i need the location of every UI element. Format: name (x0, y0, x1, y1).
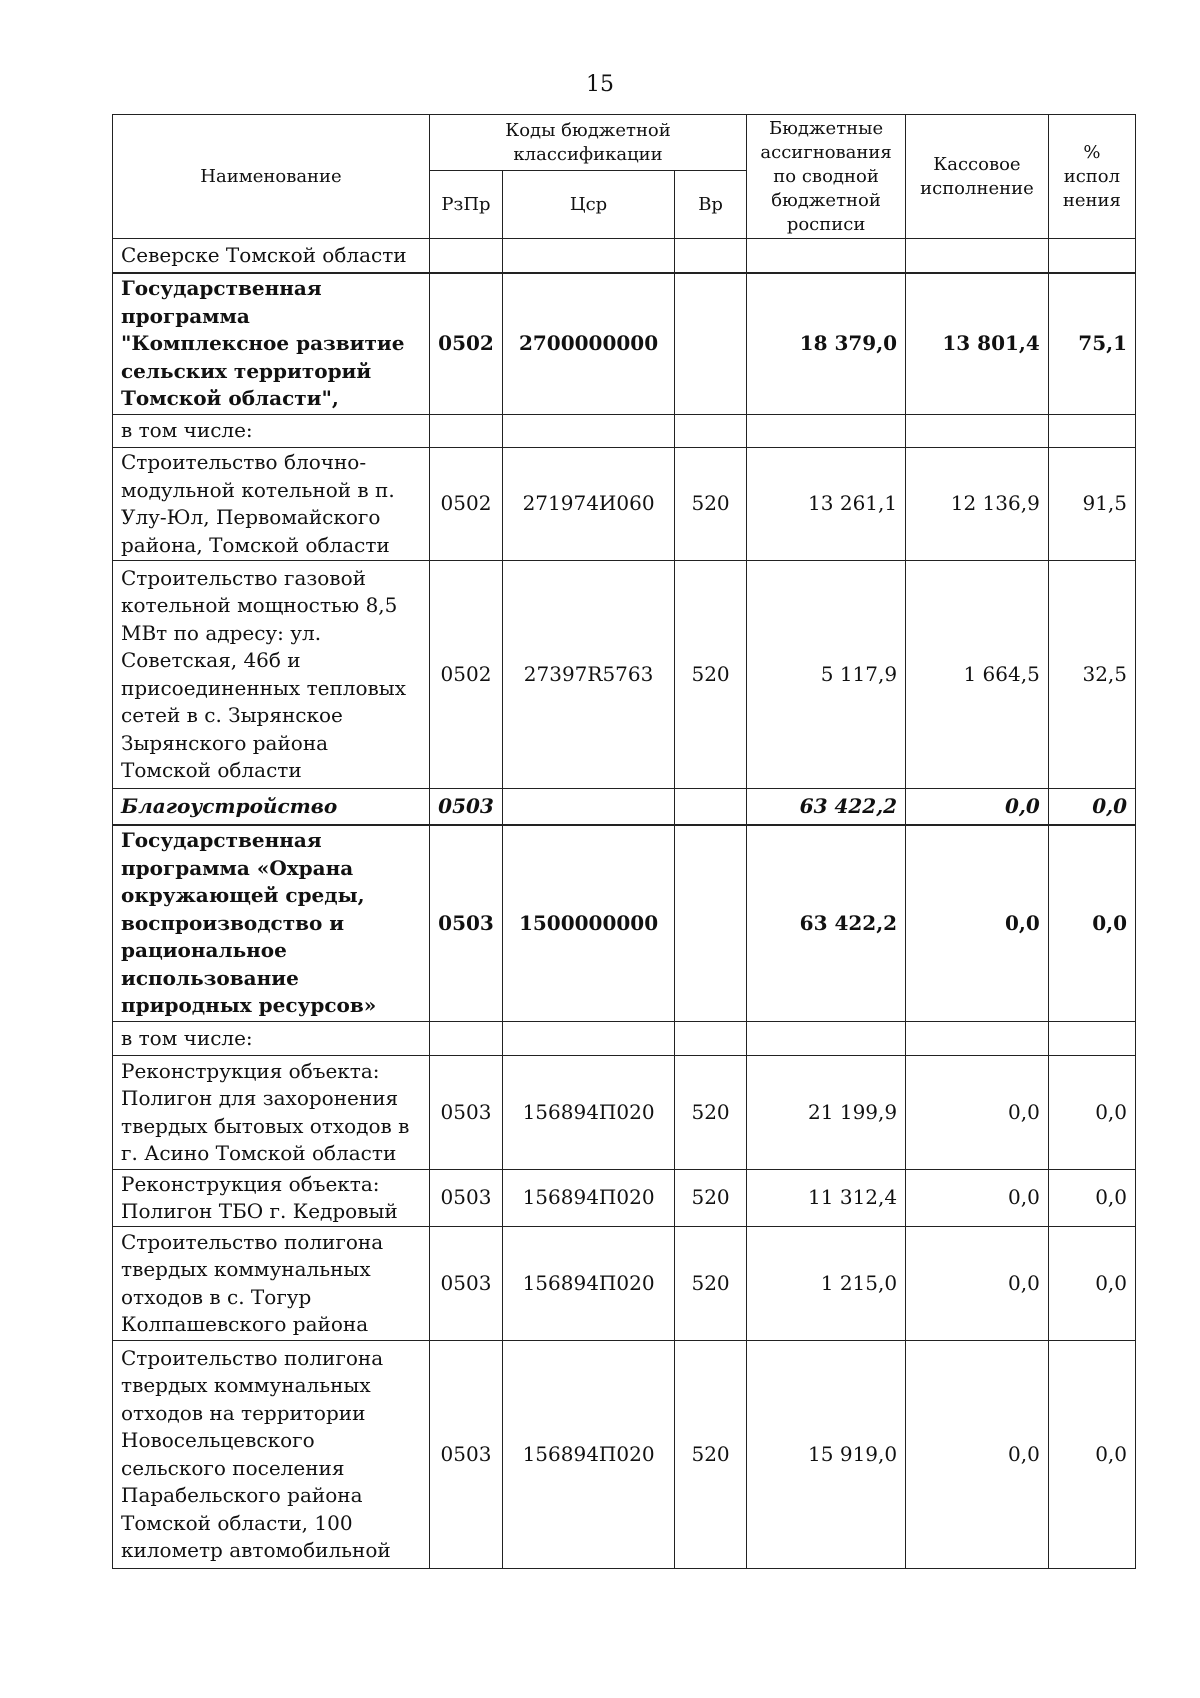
row-cash: 0,0 (906, 1227, 1049, 1341)
table-row (113, 273, 1136, 415)
row-budget: 1 215,0 (747, 1227, 906, 1341)
row-rzpr (430, 1022, 503, 1056)
row-csr: 156894П020 (503, 1056, 675, 1170)
row-name: Благоустройство (113, 789, 430, 825)
row-rzpr (430, 415, 503, 448)
row-budget: 18 379,0 (747, 273, 906, 415)
row-rzpr: 0503 (430, 789, 503, 825)
table-row (113, 1170, 1136, 1227)
row-percent (1048, 239, 1135, 273)
row-budget: 21 199,9 (747, 1056, 906, 1170)
row-vr (675, 825, 747, 1022)
row-budget: 11 312,4 (747, 1170, 906, 1227)
row-name: Реконструкция объекта: Полигон для захоронения твердых бытовых отходов в г. Асино Томской области (113, 1056, 430, 1170)
row-csr: 156894П020 (503, 1227, 675, 1341)
row-cash: 13 801,4 (906, 273, 1049, 415)
row-vr (675, 1022, 747, 1056)
row-vr (675, 415, 747, 448)
row-budget: 5 117,9 (747, 561, 906, 789)
row-name: Северске Томской области (113, 239, 430, 273)
row-vr: 520 (675, 1227, 747, 1341)
header-vr: Вр (675, 171, 747, 239)
row-percent: 91,5 (1048, 448, 1135, 561)
row-percent: 0,0 (1048, 1170, 1135, 1227)
row-budget: 15 919,0 (747, 1341, 906, 1569)
header-codes-group: Коды бюджетной классификации (430, 115, 747, 171)
row-percent: 75,1 (1048, 273, 1135, 415)
row-csr (503, 789, 675, 825)
table-row (113, 825, 1136, 1022)
row-rzpr: 0503 (430, 1056, 503, 1170)
row-percent: 0,0 (1048, 825, 1135, 1022)
row-rzpr: 0503 (430, 1227, 503, 1341)
row-budget (747, 415, 906, 448)
table-row (113, 1056, 1136, 1170)
row-csr (503, 239, 675, 273)
row-cash (906, 1022, 1049, 1056)
table-row (113, 789, 1136, 825)
row-cash: 0,0 (906, 789, 1049, 825)
row-vr: 520 (675, 1056, 747, 1170)
row-cash: 0,0 (906, 825, 1049, 1022)
row-vr: 520 (675, 448, 747, 561)
table-row (113, 1022, 1136, 1056)
row-vr: 520 (675, 1341, 747, 1569)
row-percent: 32,5 (1048, 561, 1135, 789)
row-percent: 0,0 (1048, 1227, 1135, 1341)
row-csr: 271974И060 (503, 448, 675, 561)
row-vr: 520 (675, 561, 747, 789)
row-rzpr: 0502 (430, 448, 503, 561)
budget-execution-table (112, 114, 1136, 1569)
row-name: Строительство газовой котельной мощностью 8,5 МВт по адресу: ул. Советская, 46б и присоединенных тепловых сетей в с. Зырянское Зырянского района Томской области (113, 561, 430, 789)
row-budget: 63 422,2 (747, 789, 906, 825)
table-row (113, 415, 1136, 448)
row-vr (675, 789, 747, 825)
header-cash: Кассовое исполнение (906, 115, 1049, 239)
table-row (113, 239, 1136, 273)
row-rzpr: 0502 (430, 561, 503, 789)
row-name: Государственная программа «Охрана окружающей среды, воспроизводство и рациональное использование природных ресурсов» (113, 825, 430, 1022)
row-cash: 0,0 (906, 1170, 1049, 1227)
row-cash (906, 239, 1049, 273)
row-percent: 0,0 (1048, 789, 1135, 825)
header-name: Наименование (113, 115, 430, 239)
table-row (113, 1227, 1136, 1341)
row-csr: 1500000000 (503, 825, 675, 1022)
row-percent: 0,0 (1048, 1056, 1135, 1170)
row-cash (906, 415, 1049, 448)
row-cash: 0,0 (906, 1341, 1049, 1569)
row-percent (1048, 415, 1135, 448)
row-vr (675, 273, 747, 415)
header-csr: Цср (503, 171, 675, 239)
row-percent: 0,0 (1048, 1341, 1135, 1569)
row-name: Строительство полигона твердых коммунальных отходов на территории Новосельцевского сельского поселения Парабельского района Томской области, 100 километр автомобильной (113, 1341, 430, 1569)
row-cash: 0,0 (906, 1056, 1049, 1170)
table-row (113, 1341, 1136, 1569)
row-budget (747, 239, 906, 273)
row-csr (503, 415, 675, 448)
row-percent (1048, 1022, 1135, 1056)
row-vr (675, 239, 747, 273)
row-vr: 520 (675, 1170, 747, 1227)
row-name: Реконструкция объекта: Полигон ТБО г. Кедровый (113, 1170, 430, 1227)
row-budget (747, 1022, 906, 1056)
row-rzpr (430, 239, 503, 273)
row-name: в том числе: (113, 1022, 430, 1056)
row-rzpr: 0503 (430, 1341, 503, 1569)
row-rzpr: 0503 (430, 1170, 503, 1227)
row-csr: 156894П020 (503, 1170, 675, 1227)
page-number: 15 (586, 72, 614, 97)
header-rzpr: РзПр (430, 171, 503, 239)
row-cash: 12 136,9 (906, 448, 1049, 561)
row-rzpr: 0503 (430, 825, 503, 1022)
row-csr: 156894П020 (503, 1341, 675, 1569)
table-row (113, 448, 1136, 561)
row-csr (503, 1022, 675, 1056)
header-budget: Бюджетные ассигнования по сводной бюджетной росписи (747, 115, 906, 239)
row-name: Строительство блочно-модульной котельной в п. Улу-Юл, Первомайского района, Томской области (113, 448, 430, 561)
row-name: Государственная программа "Комплексное развитие сельских территорий Томской области", (113, 273, 430, 415)
row-name: Строительство полигона твердых коммунальных отходов в с. Тогур Колпашевского района (113, 1227, 430, 1341)
row-budget: 13 261,1 (747, 448, 906, 561)
row-csr: 2700000000 (503, 273, 675, 415)
row-rzpr: 0502 (430, 273, 503, 415)
row-budget: 63 422,2 (747, 825, 906, 1022)
table-row (113, 561, 1136, 789)
row-name: в том числе: (113, 415, 430, 448)
row-cash: 1 664,5 (906, 561, 1049, 789)
row-csr: 27397R5763 (503, 561, 675, 789)
header-percent: % испол нения (1048, 115, 1135, 239)
